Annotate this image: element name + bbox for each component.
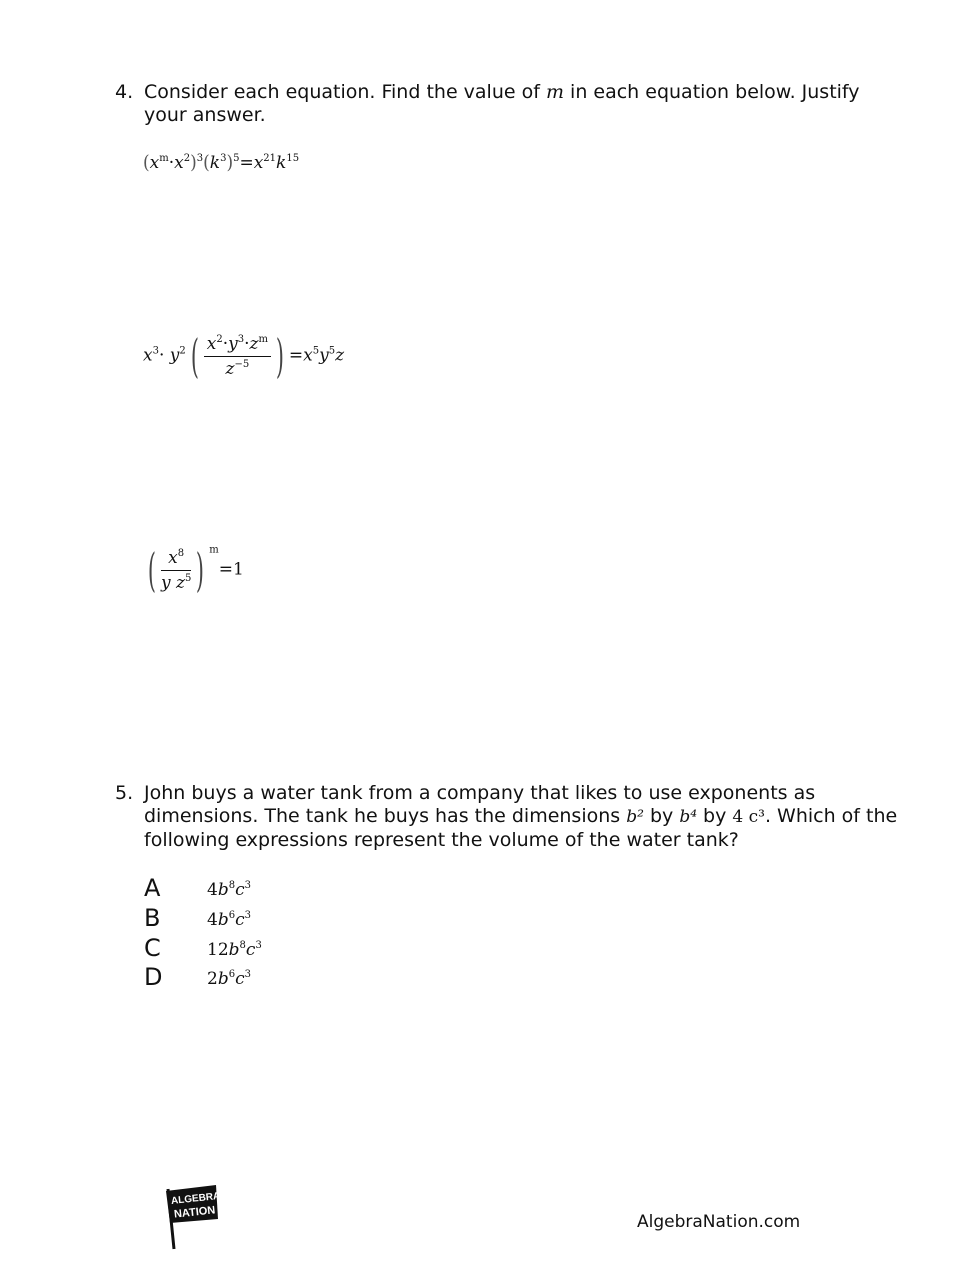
- equation-3: ( $\frac{x^8}{y z^5}$ ) $^m$=1: [147, 543, 244, 597]
- choice-letter-c[interactable]: C: [144, 934, 161, 962]
- choice-letter-d[interactable]: D: [144, 963, 163, 991]
- logo-line-1: ALGEBRA: [170, 1190, 221, 1207]
- choice-expression-d[interactable]: $2b^6c^3$: [207, 969, 251, 989]
- choice-letter-a[interactable]: A: [144, 874, 161, 902]
- equation-2: $x^3\cdot y^2$ ( $\frac{x^2\cdot y^3\cdot z^m}{z^{-5}}$ ) $=x^5y^5z$: [143, 329, 345, 383]
- choice-expression-a[interactable]: $4b^8c^3$: [207, 880, 251, 900]
- question-number: 4.: [115, 81, 134, 103]
- choice-expression-b[interactable]: $4b^6c^3$: [207, 910, 251, 930]
- logo-line-2: NATION: [173, 1204, 216, 1221]
- footer-url[interactable]: AlgebraNation.com: [637, 1212, 801, 1232]
- choice-expression-c[interactable]: $12b^8c^3$: [207, 940, 262, 960]
- equation-1: $(x^m\cdot x^2)^3(k^3)^5=x^{21}k^{15}$: [143, 152, 300, 174]
- question-text: Consider each equation. Find the value of m in each equation below. Justify your answer.: [144, 81, 860, 126]
- question-text: John buys a water tank from a company that likes to use exponents as dimensions. The tank he buys has the dimensions b² by b⁴ by 4 c³. Which of the following expressions represent the volume of the water tank?: [144, 782, 898, 851]
- question-number: 5.: [115, 782, 134, 804]
- choice-letter-b[interactable]: B: [144, 904, 161, 932]
- algebra-nation-logo: [160, 1185, 222, 1251]
